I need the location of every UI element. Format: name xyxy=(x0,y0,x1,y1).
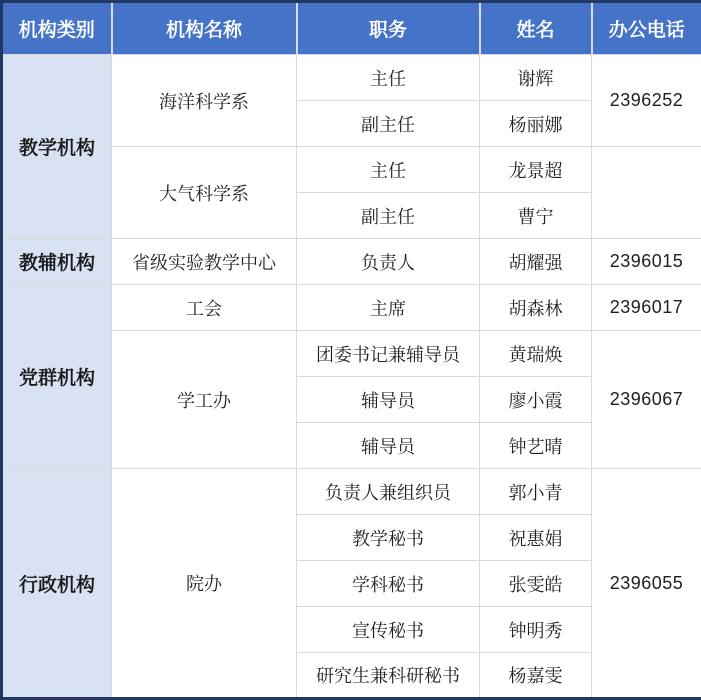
col-header-org-name: 机构名称 xyxy=(112,2,297,55)
position-cell: 团委书记兼辅导员 xyxy=(297,331,480,377)
category-cell: 行政机构 xyxy=(2,469,112,699)
header-row xyxy=(2,2,701,55)
position-cell: 研究生兼科研秘书 xyxy=(297,653,480,699)
phone-cell: 2396067 xyxy=(592,331,701,469)
position-cell: 主任 xyxy=(297,55,480,101)
org-name-cell: 大气科学系 xyxy=(112,147,297,239)
position-cell: 辅导员 xyxy=(297,377,480,423)
phone-cell-empty xyxy=(592,147,701,239)
position-cell: 辅导员 xyxy=(297,423,480,469)
table-header xyxy=(2,2,701,55)
person-name-cell: 胡耀强 xyxy=(480,239,592,285)
person-name-cell: 廖小霞 xyxy=(480,377,592,423)
org-name-cell: 工会 xyxy=(112,285,297,331)
table-row xyxy=(2,285,701,331)
phone-cell: 2396017 xyxy=(592,285,701,331)
person-name-cell: 郭小青 xyxy=(480,469,592,515)
person-name-cell: 杨丽娜 xyxy=(480,101,592,147)
org-name-cell: 学工办 xyxy=(112,331,297,469)
col-header-person-name: 姓名 xyxy=(480,2,592,55)
person-name-cell: 龙景超 xyxy=(480,147,592,193)
person-name-cell: 祝惠娟 xyxy=(480,515,592,561)
person-name-cell: 钟艺晴 xyxy=(480,423,592,469)
position-cell: 教学秘书 xyxy=(297,515,480,561)
phone-cell: 2396015 xyxy=(592,239,701,285)
org-name-cell: 省级实验教学中心 xyxy=(112,239,297,285)
table-row xyxy=(2,55,701,101)
table-row xyxy=(2,469,701,515)
category-cell: 党群机构 xyxy=(2,285,112,469)
col-header-position: 职务 xyxy=(297,2,480,55)
phone-cell: 2396252 xyxy=(592,55,701,147)
org-name-cell: 院办 xyxy=(112,469,297,699)
position-cell: 宣传秘书 xyxy=(297,607,480,653)
person-name-cell: 谢辉 xyxy=(480,55,592,101)
col-header-category: 机构类别 xyxy=(2,2,112,55)
position-cell: 负责人 xyxy=(297,239,480,285)
position-cell: 副主任 xyxy=(297,101,480,147)
position-cell: 副主任 xyxy=(297,193,480,239)
person-name-cell: 曹宁 xyxy=(480,193,592,239)
org-name-cell: 海洋科学系 xyxy=(112,55,297,147)
category-cell: 教辅机构 xyxy=(2,239,112,285)
position-cell: 负责人兼组织员 xyxy=(297,469,480,515)
position-cell: 主任 xyxy=(297,147,480,193)
person-name-cell: 钟明秀 xyxy=(480,607,592,653)
col-header-office-phone: 办公电话 xyxy=(592,2,701,55)
table-row xyxy=(2,239,701,285)
category-cell: 教学机构 xyxy=(2,55,112,239)
person-name-cell: 黄瑞焕 xyxy=(480,331,592,377)
person-name-cell: 胡森林 xyxy=(480,285,592,331)
position-cell: 学科秘书 xyxy=(297,561,480,607)
person-name-cell: 张雯皓 xyxy=(480,561,592,607)
phone-cell: 2396055 xyxy=(592,469,701,699)
position-cell: 主席 xyxy=(297,285,480,331)
person-name-cell: 杨嘉雯 xyxy=(480,653,592,699)
